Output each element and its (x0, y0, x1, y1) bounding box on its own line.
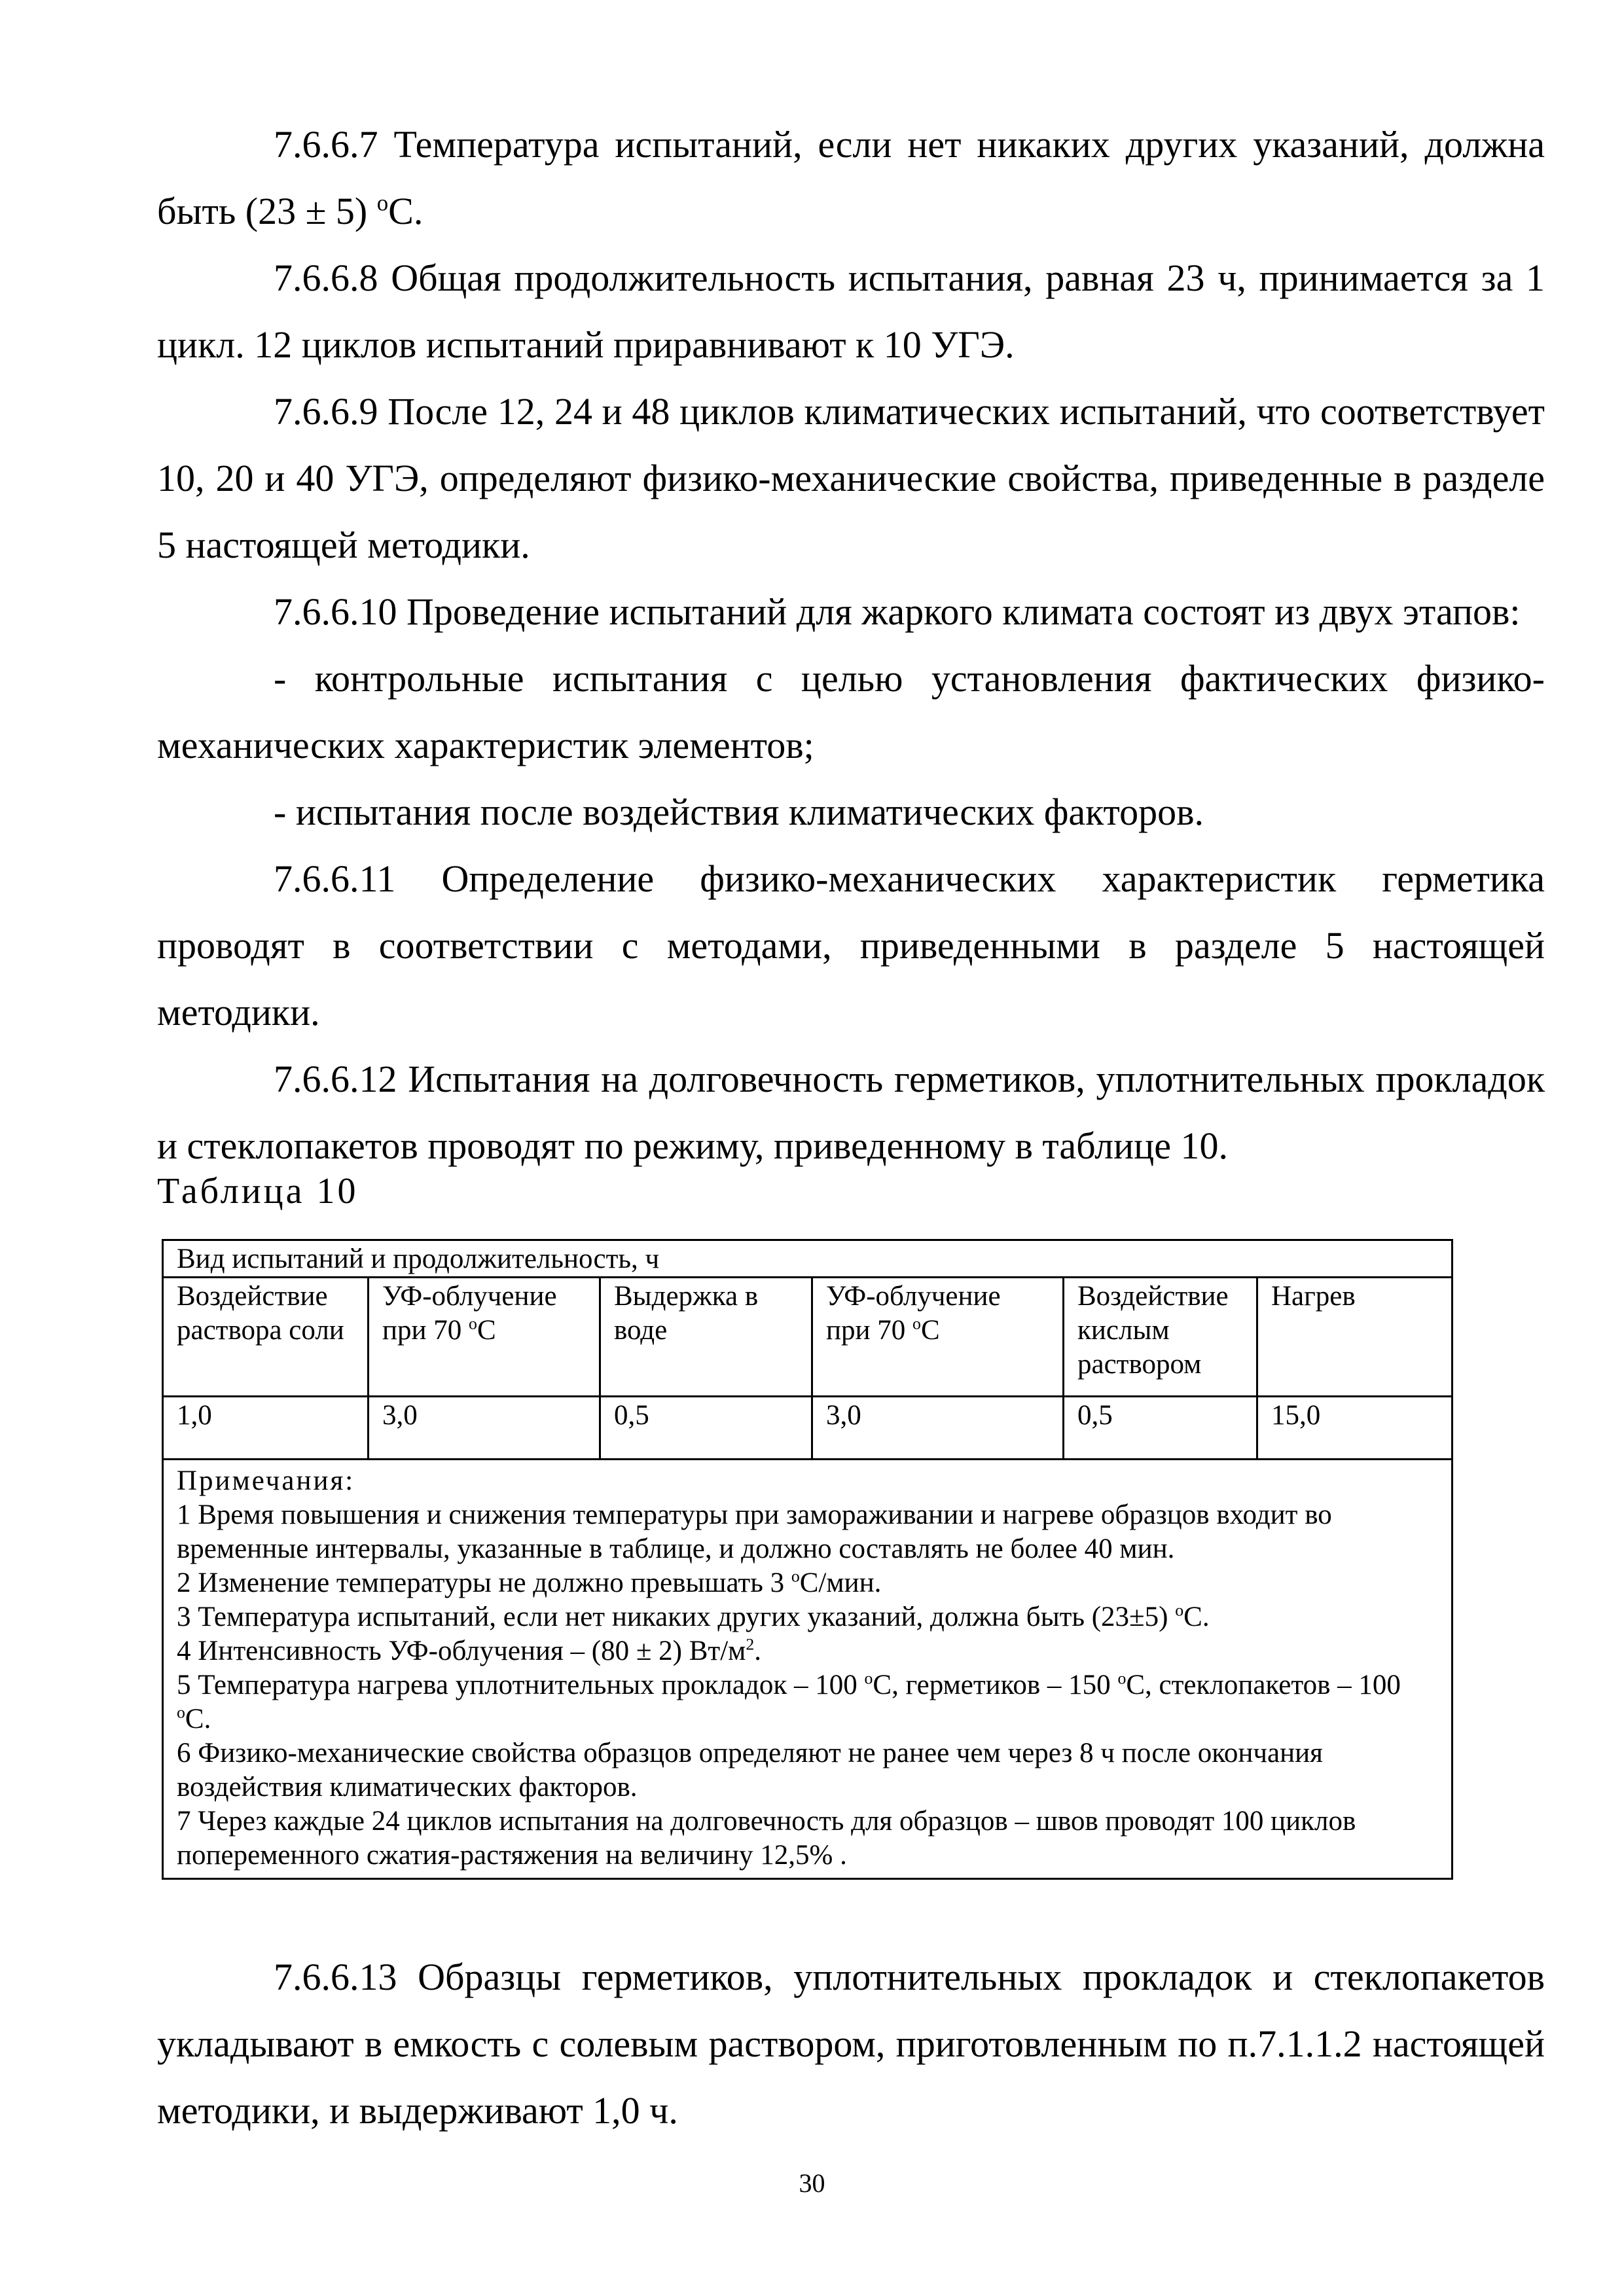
clause-text: Проведение испытаний для жаркого климата состоят из двух этапов: (406, 590, 1521, 633)
notes-cell (163, 1460, 1453, 1879)
header-text: УФ-облучение при 70 (826, 1281, 1001, 1346)
note-7: 7 Через каждые 24 циклов испытания на долговечность для образцов – швов проводят 100 циклов попеременного сжатия-растяжения на величину 12,5% . (177, 1806, 1356, 1871)
paragraph-7-6-6-10 (157, 579, 1545, 645)
unit-text: С. (388, 190, 424, 232)
value-cell: 3,0 (812, 1397, 1064, 1460)
page-number: 30 (799, 2168, 825, 2198)
clause-number: 7.6.6.8 (274, 257, 378, 299)
note-3 (177, 1600, 1438, 1634)
note-text: 3 Температура испытаний, если нет никаких других указаний, должна быть (23±5) (177, 1602, 1176, 1632)
note-text: С. (185, 1704, 211, 1734)
table-10 (162, 1239, 1453, 1880)
value-cell: 3,0 (369, 1397, 600, 1460)
paragraph-7-6-6-12 (157, 1046, 1545, 1179)
clause-number: 7.6.6.7 (274, 123, 378, 166)
superscript-2: 2 (746, 1634, 755, 1654)
note-text: С/мин. (799, 1568, 882, 1598)
degree-sign: о (376, 190, 389, 216)
header-unit: С (477, 1315, 496, 1346)
note-5 (177, 1668, 1438, 1736)
col-header-heating: Нагрев (1257, 1278, 1453, 1397)
paragraph-7-6-6-11 (157, 846, 1545, 1046)
clause-text: Температура испытаний, если нет никаких других указаний, должна быть (23 ± 5) (157, 123, 1545, 232)
col-header-uv-1 (369, 1278, 600, 1397)
note-text: С, герметиков – 150 (873, 1670, 1118, 1700)
clause-number: 7.6.6.9 (274, 390, 378, 433)
degree-sign: о (469, 1314, 477, 1333)
clause-text: Образцы герметиков, уплотнительных прокладок и стеклопакетов укладывают в емкость с солевым раствором, приготовленным по п.7.1.1.2 настоящей методики, и выдерживают 1,0 ч. (157, 1956, 1545, 2132)
degree-sign: о (177, 1702, 185, 1722)
paragraph-7-6-6-13 (157, 1944, 1545, 2144)
clause-number: 7.6.6.12 (274, 1058, 397, 1100)
col-header-acid: Воздействие кислым раствором (1064, 1278, 1257, 1397)
degree-sign: о (912, 1314, 921, 1333)
col-header-uv-2 (812, 1278, 1064, 1397)
degree-sign: о (1117, 1668, 1127, 1688)
clause-number: 7.6.6.10 (274, 590, 397, 633)
value-cell: 15,0 (1257, 1397, 1453, 1460)
paragraph-7-6-6-8 (157, 245, 1545, 378)
header-unit: С (920, 1315, 940, 1346)
note-1: 1 Время повышения и снижения температуры при замораживании и нагреве образцов входит во временные интервалы, указанные в таблице, и должно составлять не более 40 мин. (177, 1499, 1332, 1564)
value-cell: 0,5 (1064, 1397, 1257, 1460)
table-header-span-row (163, 1240, 1453, 1278)
table-caption: Таблица 10 (157, 1171, 359, 1211)
clause-text: Общая продолжительность испытания, равная 23 ч, принимается за 1 цикл. 12 циклов испытаний приравнивают к 10 УГЭ. (157, 257, 1545, 366)
note-2 (177, 1566, 1438, 1600)
clause-number: 7.6.6.11 (274, 857, 396, 900)
clause-text: Испытания на долговечность герметиков, уплотнительных прокладок и стеклопакетов проводят по режиму, приведенному в таблице 10. (157, 1058, 1545, 1167)
degree-sign: о (864, 1668, 873, 1688)
note-text: С. (1183, 1602, 1210, 1632)
table-values-row (163, 1397, 1453, 1460)
notes-title: Примечания: (177, 1465, 355, 1496)
value-cell: 1,0 (163, 1397, 369, 1460)
col-header-water: Выдержка в воде (600, 1278, 812, 1397)
degree-sign: о (1175, 1600, 1184, 1620)
clause-text: Определение физико-механических характеристик герметика проводят в соответствии с методами, приведенными в разделе 5 настоящей методики. (157, 857, 1545, 1033)
note-text: . (754, 1636, 762, 1666)
note-6: 6 Физико-механические свойства образцов определяют не ранее чем через 8 ч после окончания воздействия климатических факторов. (177, 1738, 1323, 1803)
note-text: 4 Интенсивность УФ-облучения – (80 ± 2) Вт/м (177, 1636, 746, 1666)
col-header-salt: Воздействие раствора соли (163, 1278, 369, 1397)
clause-text: После 12, 24 и 48 циклов климатических испытаний, что соответствует 10, 20 и 40 УГЭ, определяют физико-механические свойства, приведенные в разделе 5 настоящей методики. (157, 390, 1545, 566)
note-text: С, стеклопакетов – 100 (1126, 1670, 1401, 1700)
bullet-after-exposure (157, 779, 1545, 846)
value-cell: 0,5 (600, 1397, 812, 1460)
clause-number: 7.6.6.13 (274, 1956, 397, 1998)
degree-sign: о (791, 1566, 800, 1586)
bullet-control-tests (157, 645, 1545, 779)
note-text: 2 Изменение температуры не должно превышать 3 (177, 1568, 791, 1598)
note-4 (177, 1634, 1438, 1668)
paragraph-7-6-6-9 (157, 378, 1545, 579)
paragraph-7-6-6-7 (157, 111, 1545, 245)
note-text: 5 Температура нагрева уплотнительных прокладок – 100 (177, 1670, 865, 1700)
header-span-cell: Вид испытаний и продолжительность, ч (163, 1240, 1453, 1278)
table-notes-row (163, 1460, 1453, 1879)
header-text: УФ-облучение при 70 (382, 1281, 557, 1346)
table-header-row (163, 1278, 1453, 1397)
bullet-text: - испытания после воздействия климатических факторов. (274, 791, 1204, 833)
bullet-text: - контрольные испытания с целью установления фактических физико-механических характеристик элементов; (157, 657, 1545, 766)
